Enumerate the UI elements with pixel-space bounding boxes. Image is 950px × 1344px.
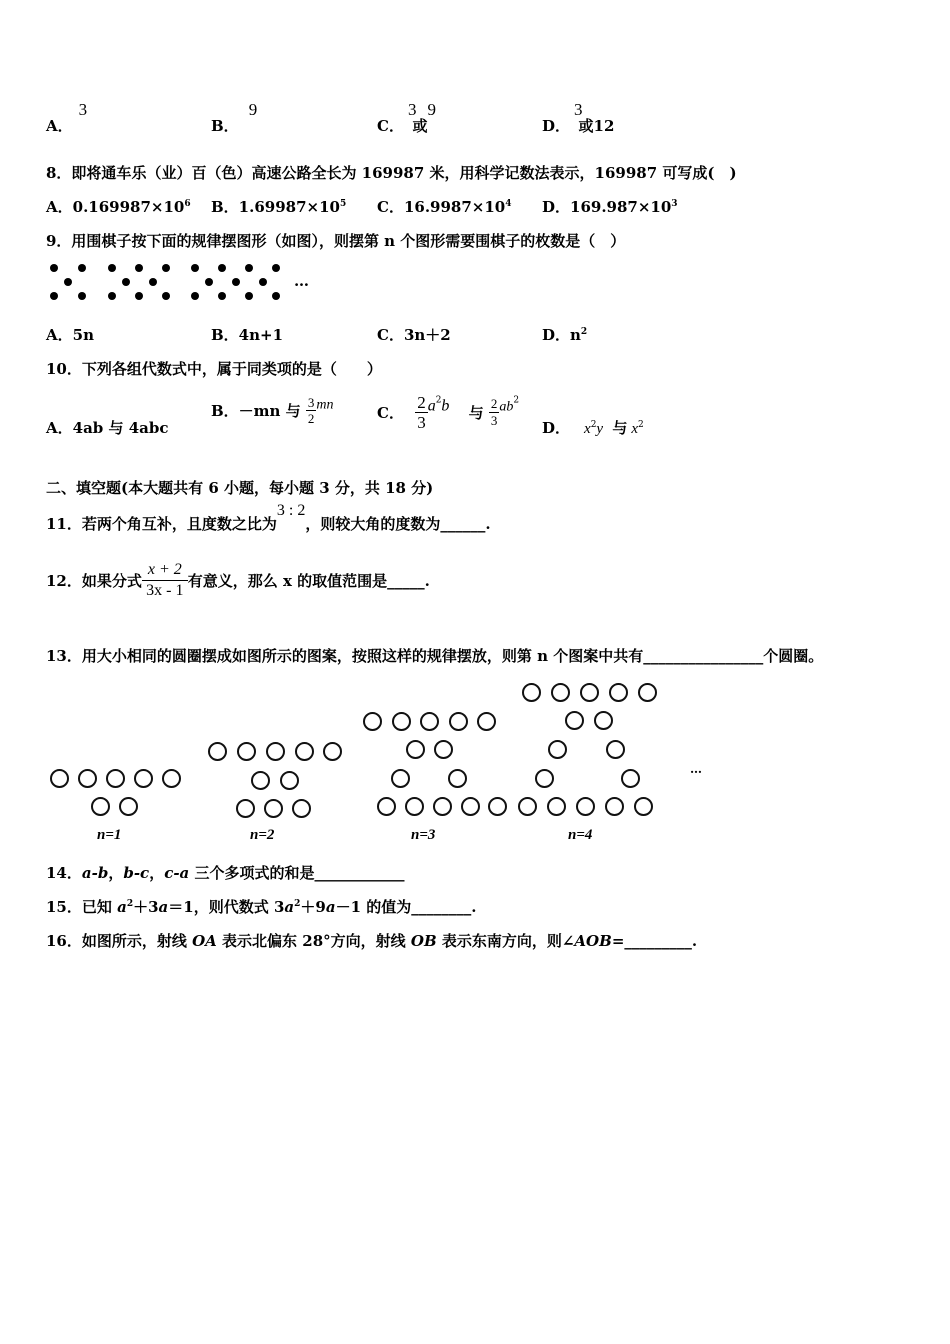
pattern-circle: [580, 683, 599, 702]
pattern-circle: [522, 683, 541, 702]
pattern-circle: [535, 769, 554, 788]
q9-option-a: A．5n: [46, 326, 94, 344]
pattern-circle: [106, 769, 125, 788]
q8-option-b: B．$1.69987\times 10^5$: [211, 198, 347, 216]
go-stone: [50, 264, 58, 272]
pattern-circle: [565, 711, 584, 730]
q13-label-n2: n=2: [250, 827, 275, 843]
go-stone: [218, 264, 226, 272]
q8-option-a: A．$0.169987\times 10^6$: [46, 198, 191, 216]
q7-option-d: D．3或12: [542, 100, 615, 135]
pattern-circle: [551, 683, 570, 702]
go-stone: [272, 292, 280, 300]
pattern-circle: [237, 742, 256, 761]
go-stone: [108, 264, 116, 272]
q14-text: 14．a-b，b-c，c-a 三个多项式的和是____________: [46, 864, 405, 882]
pattern-circle: [606, 740, 625, 759]
go-stone: [191, 264, 199, 272]
go-stone: [162, 292, 170, 300]
go-stone: [108, 292, 116, 300]
pattern-circle: [162, 769, 181, 788]
pattern-circle: [391, 769, 410, 788]
go-stone: [245, 292, 253, 300]
go-stone: [205, 278, 213, 286]
q7-option-b: B．9: [211, 100, 258, 135]
pattern-circle: [477, 712, 496, 731]
q13-ellipsis: …: [690, 762, 702, 776]
pattern-circle: [119, 797, 138, 816]
pattern-circle: [392, 712, 411, 731]
pattern-circle: [280, 771, 299, 790]
go-stone: [259, 278, 267, 286]
q7-option-c: C．3或9: [377, 100, 436, 135]
pattern-circle: [420, 712, 439, 731]
q13-label-n4: n=4: [568, 827, 593, 843]
pattern-circle: [377, 797, 396, 816]
pattern-circle: [50, 769, 69, 788]
q9-option-d: D．$n^2$: [542, 326, 588, 344]
section-title-fill-blank: 二、填空题(本大题共有 6 小题，每小题 3 分，共 18 分): [46, 479, 434, 497]
q9-stem: 9．用围棋子按下面的规律摆图形（如图），则摆第 n 个图形需要围棋子的枚数是（ ）: [46, 232, 626, 250]
pattern-circle: [621, 769, 640, 788]
pattern-circle: [638, 683, 657, 702]
q9-option-b: B．4n+1: [211, 326, 284, 344]
go-stone: [78, 292, 86, 300]
go-stone: [135, 264, 143, 272]
pattern-circle: [488, 797, 507, 816]
go-stone: [272, 264, 280, 272]
q13-stem: 13．用大小相同的圆圈摆成如图所示的图案，按照这样的规律摆放，则第 n 个图案中共有________________个圆圈。: [46, 647, 824, 665]
pattern-circle: [634, 797, 653, 816]
pattern-circle: [434, 740, 453, 759]
pattern-circle: [609, 683, 628, 702]
pattern-circle: [576, 797, 595, 816]
q13-label-n1: n=1: [97, 827, 122, 843]
q7-option-a: A．3: [46, 100, 88, 135]
pattern-circle: [363, 712, 382, 731]
pattern-circle: [461, 797, 480, 816]
q10-option-b: B．－mn 与 $\frac{3}{2}$ mn: [211, 395, 334, 426]
pattern-circle: [323, 742, 342, 761]
q11-text: 11．若两个角互补，且度数之比为3 : 2，则较大角的度数为______.: [46, 502, 491, 533]
q16-text: 16．如图所示，射线 OA 表示北偏东 28°方向，射线 OB 表示东南方向，则∠AOB=_________.: [46, 932, 698, 950]
go-stone: [64, 278, 72, 286]
pattern-circle: [405, 797, 424, 816]
q8-option-d: D．$169.987\times 10^3$: [542, 198, 678, 216]
pattern-circle: [518, 797, 537, 816]
pattern-circle: [266, 742, 285, 761]
q13-label-n3: n=3: [411, 827, 436, 843]
pattern-circle: [547, 797, 566, 816]
q9-ellipsis: …: [294, 272, 309, 290]
pattern-circle: [292, 799, 311, 818]
q15-text: 15．已知 $a^2+3a=1$，则代数式 $3a^2+9a-1$ 的值为________.: [46, 898, 477, 916]
q8-option-c: C．$16.9987\times 10^4$: [377, 198, 512, 216]
q9-option-c: C．3n＋2: [377, 326, 451, 344]
pattern-circle: [134, 769, 153, 788]
go-stone: [218, 292, 226, 300]
pattern-circle: [78, 769, 97, 788]
q10-option-d: D． $x^2y$ 与 $x^2$: [542, 419, 644, 437]
go-stone: [135, 292, 143, 300]
go-stone: [78, 264, 86, 272]
go-stone: [162, 264, 170, 272]
pattern-circle: [91, 797, 110, 816]
go-stone: [122, 278, 130, 286]
pattern-circle: [433, 797, 452, 816]
q8-stem: 8．即将通车乐（业）百（色）高速公路全长为 169987 米，用科学记数法表示，169987 可写成( ): [46, 164, 737, 182]
go-stone: [191, 292, 199, 300]
q10-option-c: C． $\frac{2}{3}$ $a^2b$ 与 $\frac{2}{3}$ $ab^2$: [377, 393, 520, 432]
pattern-circle: [264, 799, 283, 818]
pattern-circle: [251, 771, 270, 790]
pattern-circle: [406, 740, 425, 759]
go-stone: [245, 264, 253, 272]
pattern-circle: [605, 797, 624, 816]
q10-stem: 10．下列各组代数式中，属于同类项的是（ ）: [46, 360, 382, 378]
q10-option-a: A．4ab 与 4abc: [46, 419, 169, 437]
go-stone: [50, 292, 58, 300]
pattern-circle: [208, 742, 227, 761]
pattern-circle: [236, 799, 255, 818]
pattern-circle: [594, 711, 613, 730]
go-stone: [232, 278, 240, 286]
pattern-circle: [295, 742, 314, 761]
pattern-circle: [448, 769, 467, 788]
pattern-circle: [548, 740, 567, 759]
pattern-circle: [449, 712, 468, 731]
q12-text: 12．如果分式 $\frac{x + 2}{3x - 1}$ 有意义，那么 x 的取值范围是_____.: [46, 561, 430, 599]
go-stone: [149, 278, 157, 286]
